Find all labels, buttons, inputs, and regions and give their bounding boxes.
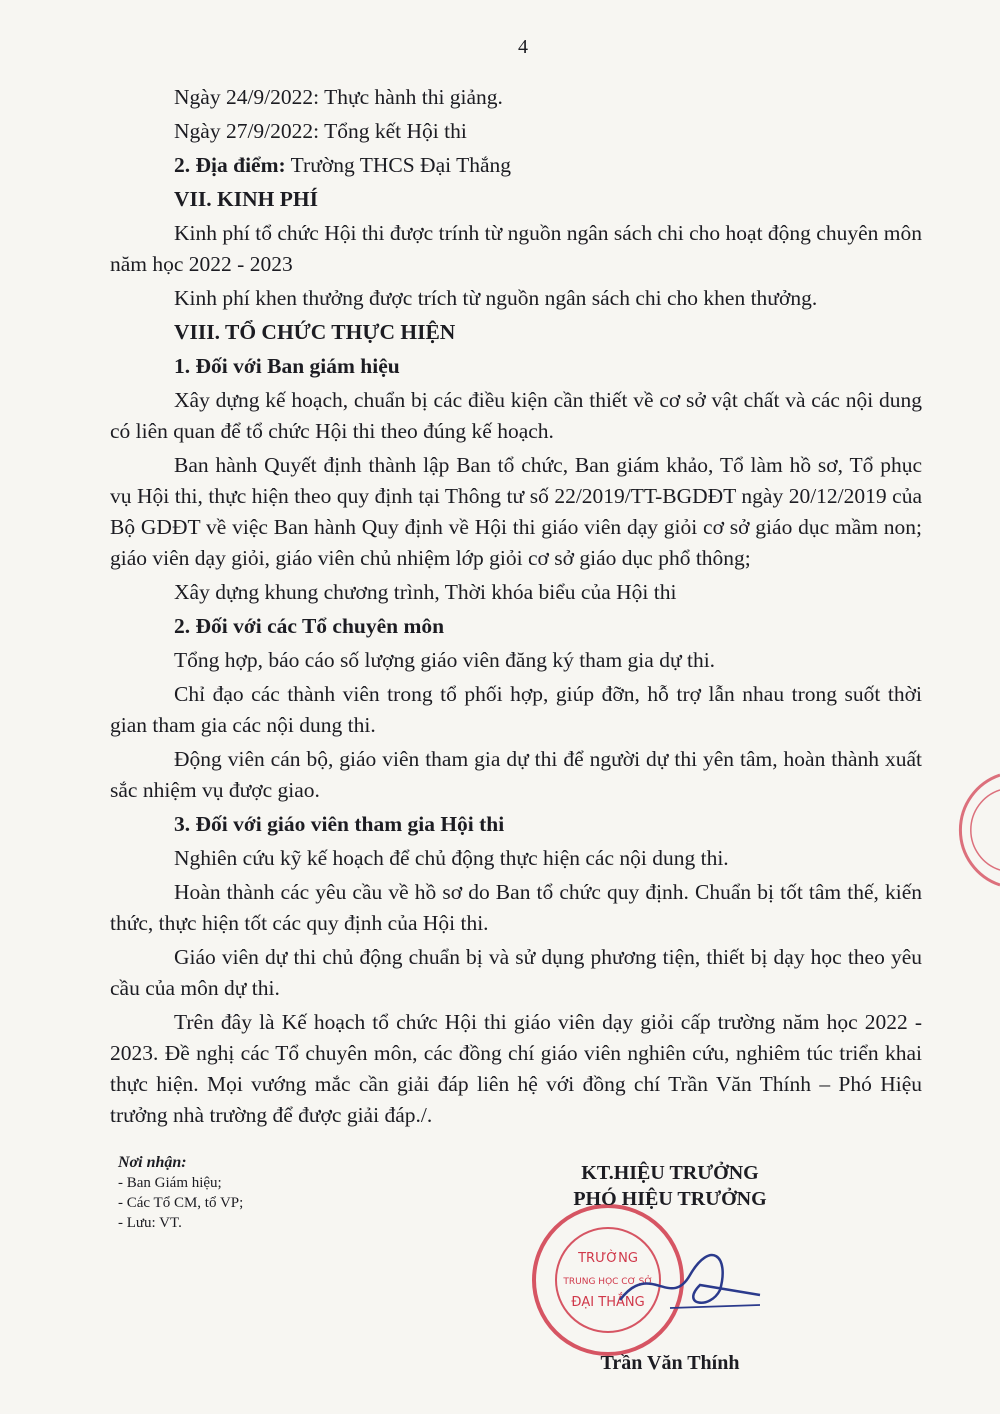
signer-name: Trần Văn Thính xyxy=(600,1352,740,1374)
page-number: 4 xyxy=(518,36,528,58)
closing-paragraph: Trên đây là Kế hoạch tổ chức Hội thi giáo viên dạy giỏi cấp trường năm học 2022 - 2023. Đề nghị các Tổ chuyên môn, các đồng chí giáo viên nghiên cứu, nghiêm túc triển khai thực hiện. Mọi vướng mắc cần giải đáp liên hệ với đồng chí Trần Văn Thính – Phó Hiệu trưởng nhà trường để được giải đáp./. xyxy=(110,1010,922,1127)
subsection-2-para: Tổng hợp, báo cáo số lượng giáo viên đăng ký tham gia dự thi. xyxy=(174,648,716,672)
section-7-para: Kinh phí khen thưởng được trích từ nguồn ngân sách chi cho khen thưởng. xyxy=(174,286,818,310)
subsection-3-para: Giáo viên dự thi chủ động chuẩn bị và sử dụng phương tiện, thiết bị dạy học theo yêu cầu của môn dự thi. xyxy=(110,945,922,1000)
seal-center-line-3: ĐẠI THẮNG xyxy=(571,1295,645,1310)
subsection-3-para: Nghiên cứu kỹ kế hoạch để chủ động thực hiện các nội dung thi. xyxy=(174,846,729,870)
location-label: 2. Địa điểm: xyxy=(174,153,286,177)
schedule-line-2: Ngày 27/9/2022: Tổng kết Hội thi xyxy=(174,119,467,143)
document-body xyxy=(110,82,922,1134)
subsection-1-title: 1. Đối với Ban giám hiệu xyxy=(174,354,400,378)
schedule-line-1: Ngày 24/9/2022: Thực hành thi giảng. xyxy=(174,85,503,109)
subsection-3-para: Hoàn thành các yêu cầu về hồ sơ do Ban tổ chức quy định. Chuẩn bị tốt tâm thế, kiến thức, thực hiện tốt các quy định của Hội thi. xyxy=(110,880,922,935)
signature-block xyxy=(520,1160,820,1375)
edge-seal-fragment-icon xyxy=(940,770,1000,890)
section-7-title: VII. KINH PHÍ xyxy=(174,187,318,211)
signature-title-1: KT.HIỆU TRƯỞNG xyxy=(581,1162,759,1184)
subsection-3-title: 3. Đối với giáo viên tham gia Hội thi xyxy=(174,812,505,836)
recipient-item: - Lưu: VT. xyxy=(118,1215,182,1231)
location-value: Trường THCS Đại Thắng xyxy=(285,153,511,177)
seal-center-line-1: TRƯỜNG xyxy=(578,1251,638,1266)
seal-center-line-2: TRUNG HỌC CƠ SỞ xyxy=(563,1277,653,1287)
section-7-para: Kinh phí tổ chức Hội thi được trính từ nguồn ngân sách chi cho hoạt động chuyên môn năm học 2022 - 2023 xyxy=(110,221,922,276)
subsection-2-para: Động viên cán bộ, giáo viên tham gia dự thi để người dự thi yên tâm, hoàn thành xuất sắc nhiệm vụ được giao. xyxy=(110,747,922,802)
subsection-1-para: Ban hành Quyết định thành lập Ban tổ chức, Ban giám khảo, Tổ làm hồ sơ, Tổ phục vụ Hội thi, thực hiện theo quy định tại Thông tư số 22/2019/TT-BGDĐT ngày 20/12/2019 của Bộ GDĐT về việc Ban hành Quy định về Hội thi giáo viên dạy giỏi cơ sở giáo dục mầm non; giáo viên dạy giỏi, giáo viên chủ nhiệm lớp giỏi cơ sở giáo dục phổ thông; xyxy=(110,453,922,570)
subsection-1-para: Xây dựng kế hoạch, chuẩn bị các điều kiện cần thiết về cơ sở vật chất và các nội dung có liên quan để tổ chức Hội thi theo đúng kế hoạch. xyxy=(110,388,922,443)
subsection-2-title: 2. Đối với các Tổ chuyên môn xyxy=(174,614,445,638)
signature-title-2: PHÓ HIỆU TRƯỞNG xyxy=(573,1188,767,1210)
section-8-title: VIII. TỔ CHỨC THỰC HIỆN xyxy=(174,320,456,344)
recipients-block xyxy=(118,1153,243,1233)
recipients-heading: Nơi nhận: xyxy=(118,1154,187,1171)
subsection-1-para: Xây dựng khung chương trình, Thời khóa biểu của Hội thi xyxy=(174,580,677,604)
recipient-item: - Ban Giám hiệu; xyxy=(118,1175,222,1191)
subsection-2-para: Chỉ đạo các thành viên trong tổ phối hợp, giúp đỡn, hỗ trợ lẫn nhau trong suốt thời gian tham gia các nội dung thi. xyxy=(110,682,922,737)
recipient-item: - Các Tổ CM, tổ VP; xyxy=(118,1195,244,1211)
location-line xyxy=(110,150,922,181)
